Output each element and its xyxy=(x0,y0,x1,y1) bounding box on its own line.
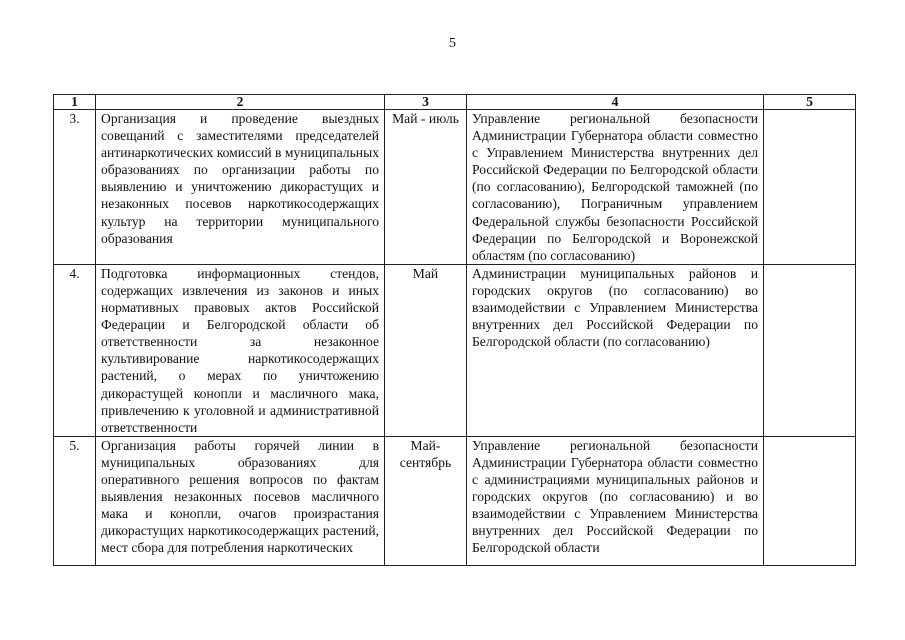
header-col-5: 5 xyxy=(764,95,856,110)
table-header-row xyxy=(54,95,856,110)
row-number: 4. xyxy=(54,264,96,436)
header-col-3: 3 xyxy=(385,95,467,110)
responsible-cell: Управление региональной безопасности Администрации Губернатора области совместно с администрациями муниципальных районов и городских округов (по согласованию) и во взаимодействии с Управлением Министерства внутренних дел Российской Федерации по Белгородской области xyxy=(472,437,758,556)
row-number: 3. xyxy=(54,110,96,265)
event-cell: Подготовка информационных стендов, содержащих извлечения из законов и иных нормативных правовых актов Российской Федерации и Белгородской области об ответственности за незаконное культивирование наркотикосодержащих растений, о мерах по уничтожению дикорастущей конопли и масличного мака, привлечению к уголовной и административной ответственности xyxy=(96,264,385,436)
responsible-cell: Управление региональной безопасности Администрации Губернатора области совместно с Управлением Министерства внутренних дел Российской Федерации по Белгородской области (по согласованию), Белгородской таможней (по согласованию), Пограничным управлением Федеральной службы безопасности Российской Федерации по Белгородской и Воронежской областям (по согласованию) xyxy=(467,110,764,265)
date-cell: Май-сентябрь xyxy=(385,436,467,565)
note-cell xyxy=(764,110,856,265)
event-cell-wrap xyxy=(96,436,385,565)
event-cell: Организация и проведение выездных совещаний с заместителями председателей антинаркотических комиссий в муниципальных образованиях по организации работы по выявлению и уничтожению дикорастущих и незаконных посевов наркотикосодержащих культур на территории муниципального образования xyxy=(96,110,385,265)
table-row xyxy=(54,436,856,565)
header-col-2: 2 xyxy=(96,95,385,110)
date-cell: Май xyxy=(385,264,467,436)
event-cell: Организация работы горячей линии в муниципальных образованиях для оперативного решения вопросов по фактам выявления незаконных посевов масличного мака и конопли, очагов произрастания дикорастущих наркотикосодержащих растений, мест сбора для потребления наркотических xyxy=(101,437,379,556)
table-row xyxy=(54,264,856,436)
row-number: 5. xyxy=(54,436,96,565)
measures-table xyxy=(53,94,856,566)
responsible-cell: Администрации муниципальных районов и городских округов (по согласованию) во взаимодействии с Управлением Министерства внутренних дел Российской Федерации по Белгородской области (по согласованию) xyxy=(467,264,764,436)
page-number: 5 xyxy=(449,36,456,51)
responsible-cell-wrap xyxy=(467,436,764,565)
table-row xyxy=(54,110,856,265)
header-col-1: 1 xyxy=(54,95,96,110)
header-col-4: 4 xyxy=(467,95,764,110)
note-cell xyxy=(764,436,856,565)
note-cell xyxy=(764,264,856,436)
date-cell: Май - июль xyxy=(385,110,467,265)
